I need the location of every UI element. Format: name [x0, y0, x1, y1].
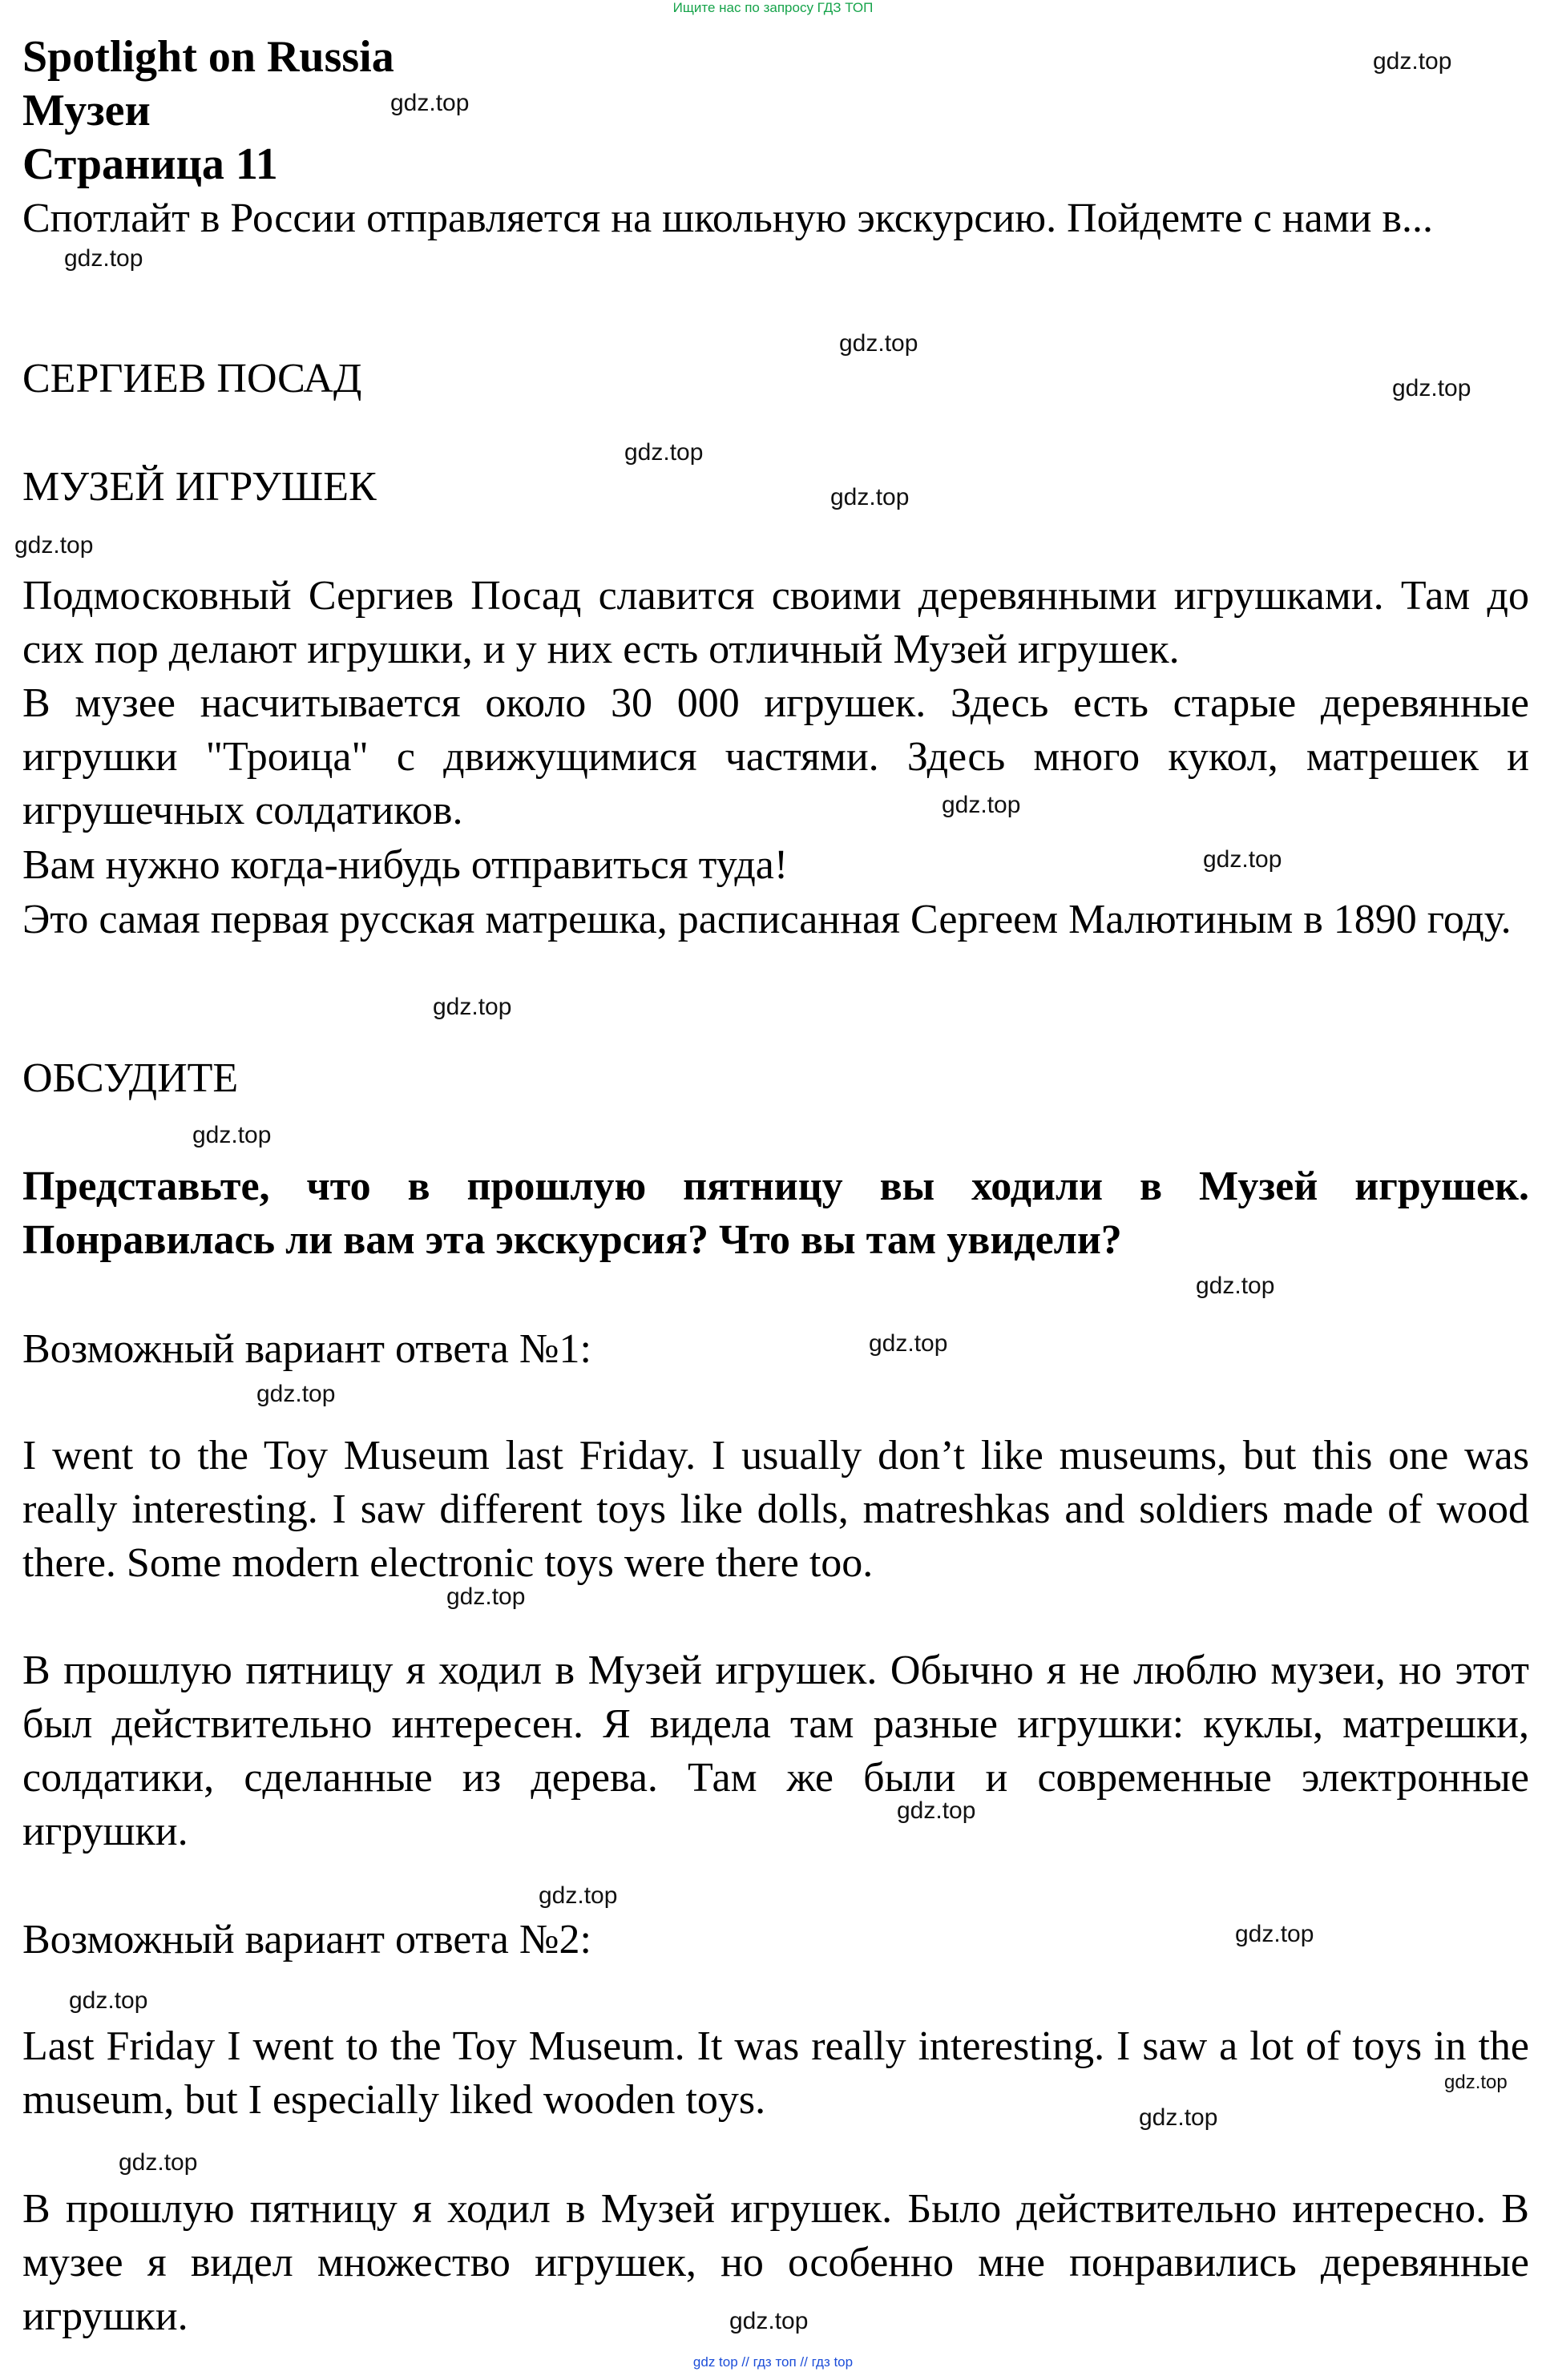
- watermark: gdz.top: [64, 245, 143, 272]
- answer2-russian: В прошлую пятницу я ходил в Музей игрушек. Было действительно интересно. В музее я видел множество игрушек, но особенно мне понравились деревянные игрушки.: [22, 2186, 1529, 2339]
- watermark: gdz.top: [897, 1797, 976, 1824]
- answer2-label: Возможный вариант ответа №2:: [22, 1917, 591, 1962]
- museum-heading: МУЗЕЙ ИГРУШЕК: [22, 464, 377, 510]
- watermark: gdz.top: [539, 1882, 618, 1909]
- watermark: gdz.top: [1444, 2071, 1508, 2093]
- watermark: gdz.top: [433, 994, 512, 1020]
- section-title: Музеи: [22, 86, 151, 135]
- city-heading: СЕРГИЕВ ПОСАД: [22, 356, 362, 401]
- answer1-label: Возможный вариант ответа №1:: [22, 1326, 591, 1372]
- watermark: gdz.top: [119, 2149, 198, 2176]
- watermark: gdz.top: [942, 792, 1021, 818]
- intro-text: Спотлайт в России отправляется на школьную экскурсию. Пойдемте с нами в...: [22, 196, 1434, 241]
- watermark: gdz.top: [1235, 1921, 1314, 1947]
- watermark: gdz.top: [14, 532, 94, 559]
- watermark: gdz.top: [1139, 2104, 1218, 2131]
- watermark: gdz.top: [1203, 846, 1282, 873]
- paragraph: В музее насчитывается около 30 000 игрушек. Здесь есть старые деревянные игрушки "Троица" с движущимися частями. Здесь много кукол, матрешек и игрушечных солдатиков.: [22, 680, 1529, 833]
- paragraph: Подмосковный Сергиев Посад славится своими деревянными игрушками. Там до сих пор делают игрушки, и у них есть отличный Музей игрушек.: [22, 573, 1529, 672]
- book-title: Spotlight on Russia: [22, 32, 394, 82]
- answer1-english: I went to the Toy Museum last Friday. I usually don’t like museums, but this one was really interesting. I saw different toys like dolls, matreshkas and soldiers made of wood there. Some modern electronic toys were there too.: [22, 1433, 1529, 1586]
- watermark: gdz.top: [830, 484, 910, 510]
- top-banner: Ищите нас по запросу ГДЗ ТОП: [672, 0, 874, 15]
- footer: gdz top // гдз топ // гдз top: [692, 2354, 854, 2370]
- watermark: gdz.top: [256, 1381, 336, 1407]
- answer1-russian: В прошлую пятницу я ходил в Музей игрушек. Обычно я не люблю музеи, но этот был действительно интересен. Я видела там разные игрушки: куклы, матрешки, солдатики, сделанные из дерева. Там же были и современные электронные игрушки.: [22, 1648, 1529, 1854]
- watermark: gdz.top: [869, 1330, 948, 1357]
- watermark: gdz.top: [1196, 1273, 1275, 1299]
- watermark: gdz.top: [624, 439, 704, 466]
- paragraph: Вам нужно когда-нибудь отправиться туда!: [22, 842, 789, 888]
- watermark: gdz.top: [729, 2308, 809, 2334]
- watermark: gdz.top: [192, 1122, 272, 1148]
- paragraph: Это самая первая русская матрешка, расписанная Сергеем Малютиным в 1890 году.: [22, 897, 1512, 942]
- discuss-heading: ОБСУДИТЕ: [22, 1055, 239, 1101]
- watermark: gdz.top: [1373, 48, 1452, 75]
- task-text: Представьте, что в прошлую пятницу вы ходили в Музей игрушек. Понравилась ли вам эта экскурсия? Что вы там увидели?: [22, 1164, 1529, 1263]
- page-number: Страница 11: [22, 139, 278, 189]
- answer2-english: Last Friday I went to the Toy Museum. It was really interesting. I saw a lot of toys in the museum, but I especially liked wooden toys.: [22, 2023, 1529, 2123]
- watermark: gdz.top: [390, 90, 470, 116]
- watermark: gdz.top: [839, 330, 918, 357]
- watermark: gdz.top: [446, 1583, 526, 1610]
- watermark: gdz.top: [1392, 375, 1471, 401]
- watermark: gdz.top: [69, 1987, 148, 2014]
